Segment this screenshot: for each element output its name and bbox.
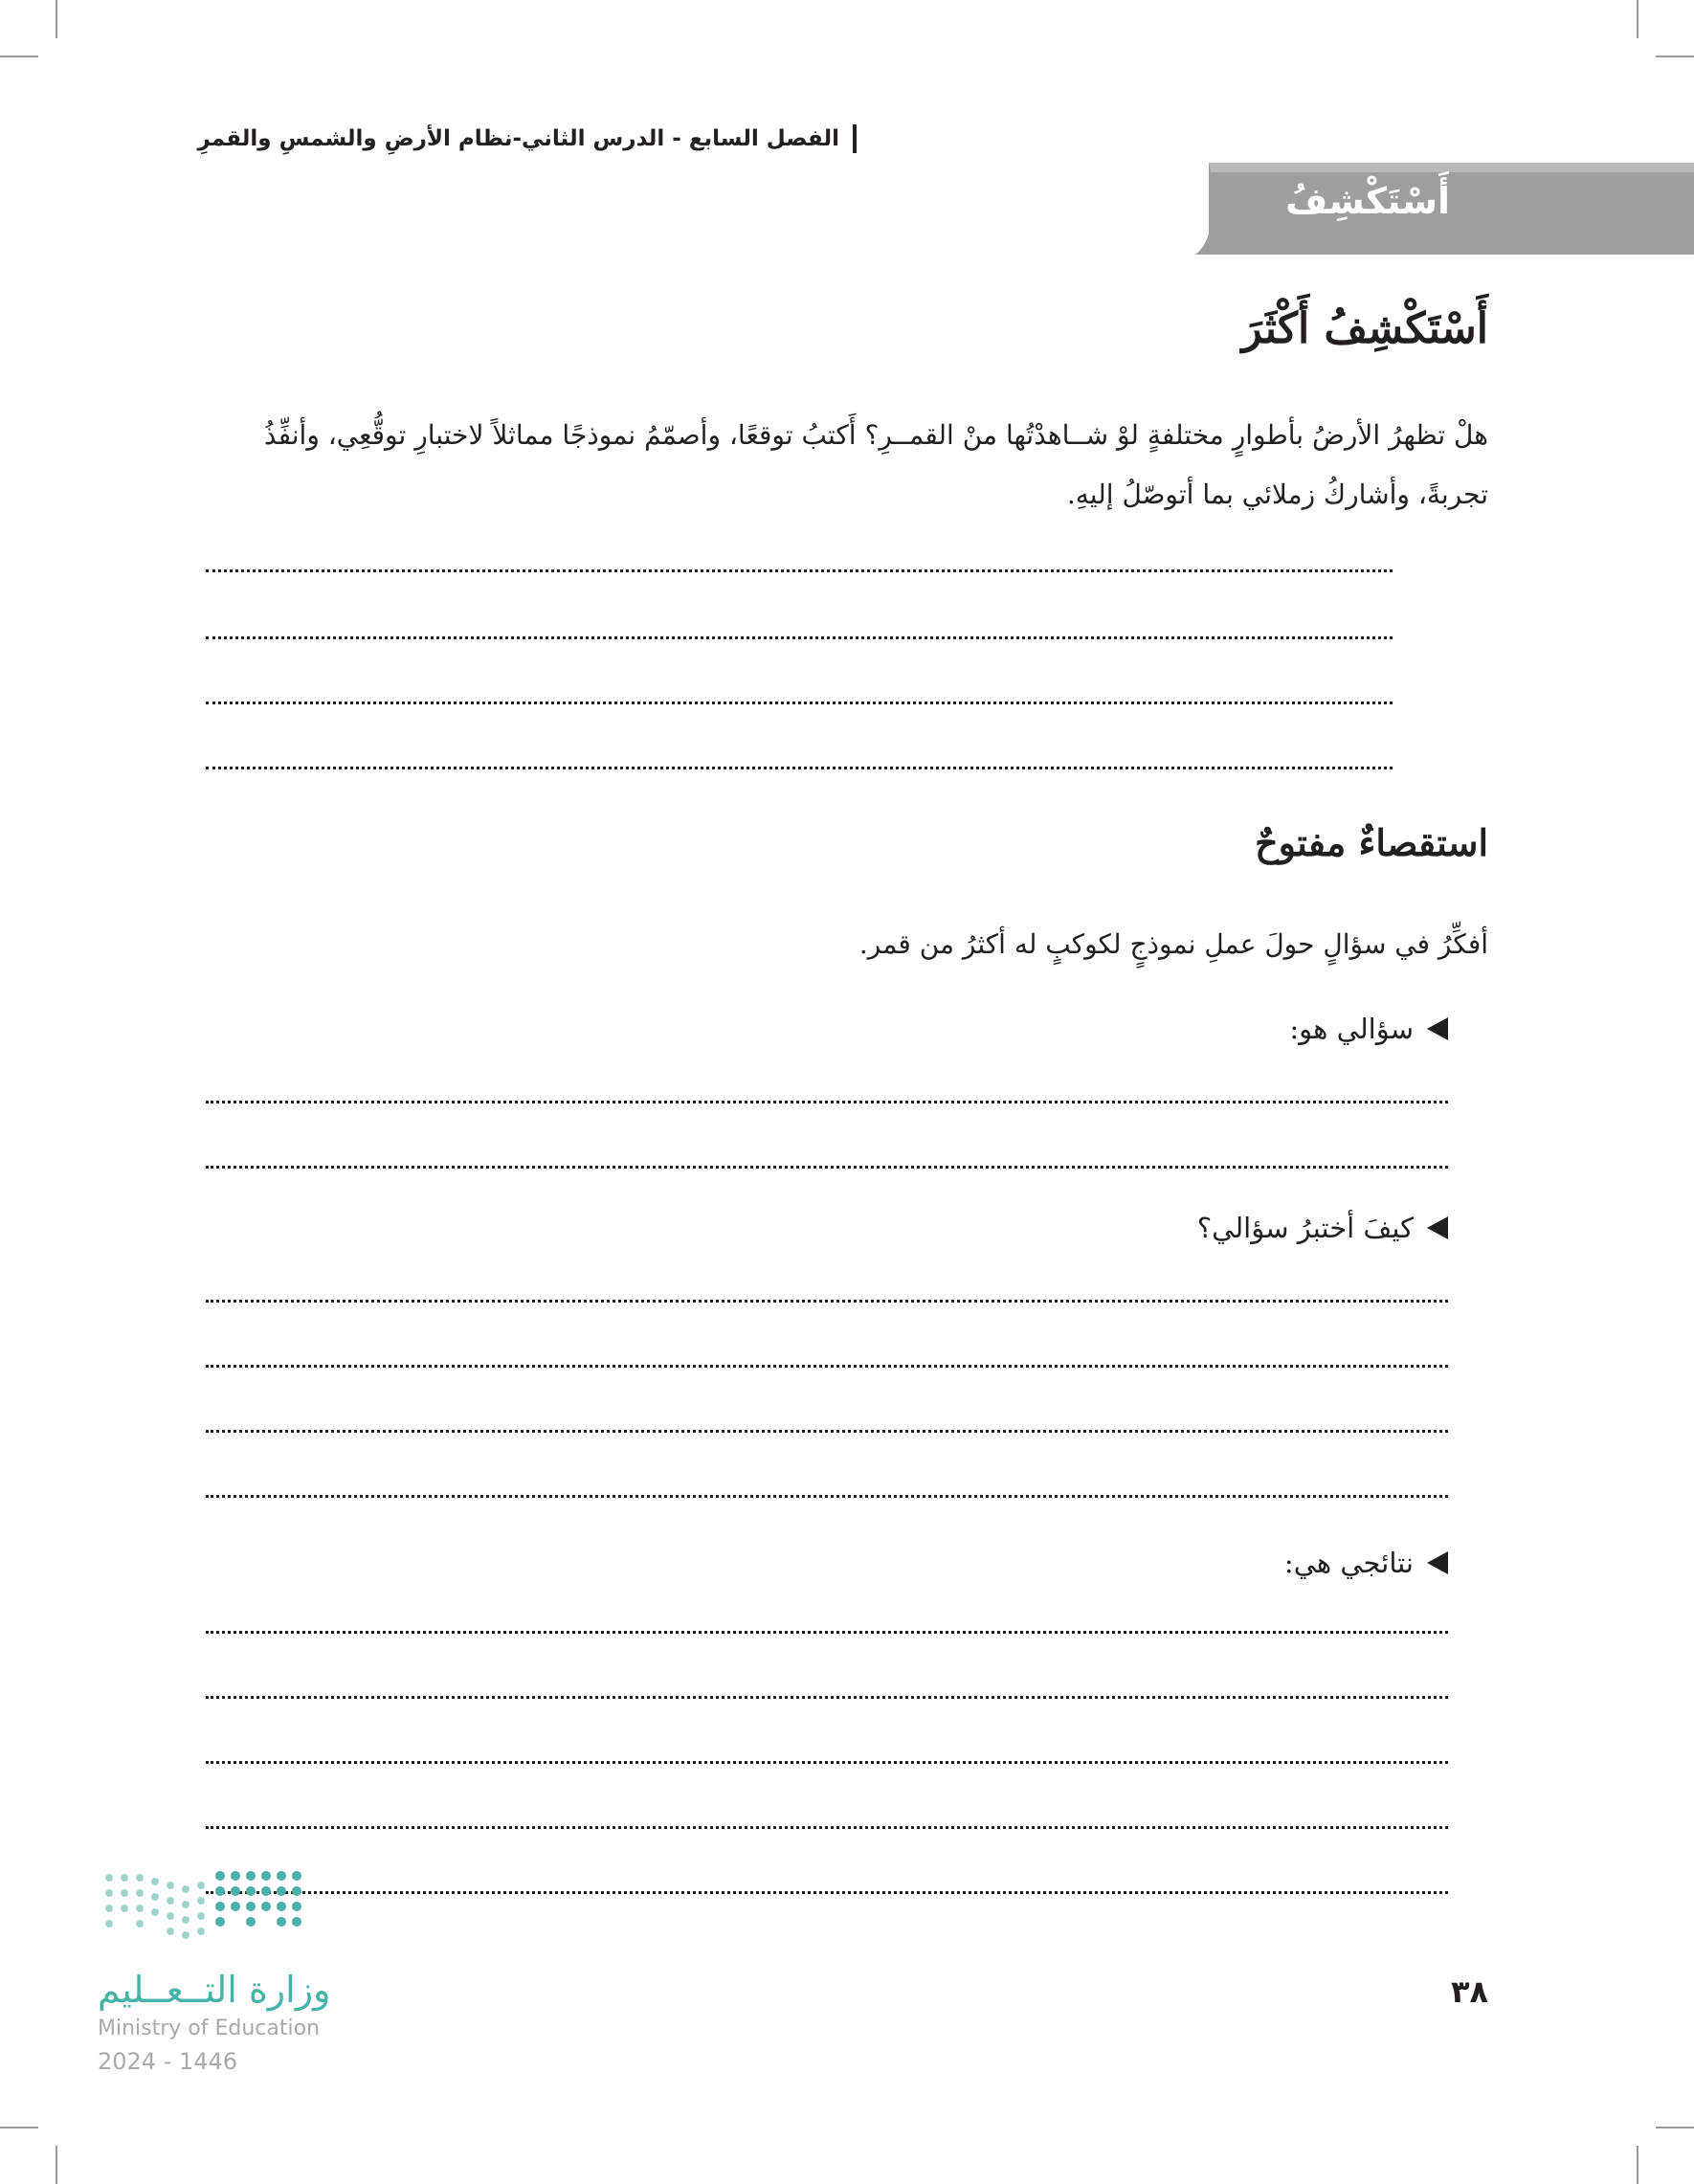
answer-line (206, 1495, 1448, 1498)
answer-line (206, 1166, 1448, 1169)
crop-mark (1637, 2146, 1638, 2184)
triangle-bullet-icon (1427, 1017, 1448, 1040)
explore-tab-label: أَسْتَكْشِفُ (1285, 180, 1450, 222)
answer-line (206, 702, 1393, 704)
triangle-bullet-icon (1427, 1216, 1448, 1239)
crop-mark (56, 0, 57, 38)
answer-line (206, 767, 1393, 769)
explore-tab (1192, 159, 1694, 258)
open-inquiry-intro: أفكِّرُ في سؤالٍ حولَ عملِ نموذجٍ لكوكبٍ له أكثرُ من قمر. (858, 928, 1488, 960)
prompt-question (1289, 1013, 1448, 1045)
crop-mark (1637, 0, 1638, 38)
answer-line (206, 1696, 1448, 1699)
answer-line (206, 1761, 1448, 1764)
ministry-dots-logo (98, 1868, 356, 1964)
answer-line (206, 1631, 1448, 1634)
ministry-arabic-name: وزارة التــعــليم (98, 1969, 331, 2011)
prompt-question-label: سؤالي هو: (1289, 1013, 1414, 1045)
ministry-watermark (98, 1868, 356, 2088)
answer-line (206, 569, 1393, 572)
open-inquiry-title: استقصاءٌ مفتوحٌ (1255, 821, 1488, 864)
answer-line (206, 1365, 1448, 1368)
explore-more-paragraph: هلْ تظهرُ الأرضُ بأطوارٍ مختلفةٍ لوْ شــاهدْتُها منْ القمــرِ؟ أَكتبُ توقعًا، وأصمّمُ نموذجًا مماثلاً لاختبارِ توقُّعِي، وأنفِّذُ تجربةً، وأشاركُ زملائي بما أتوصّلُ إليهِ. (263, 419, 1488, 510)
prompt-test-label: كيفَ أختبرُ سؤالي؟ (1196, 1212, 1414, 1244)
chapter-header: الفصل السابع - الدرس الثاني-نظام الأرضِ والشمسِ والقمرِ (197, 124, 857, 153)
crop-mark (1656, 56, 1694, 57)
crop-mark (0, 56, 38, 57)
answer-line (206, 1430, 1448, 1433)
ministry-year: 2024 - 1446 (98, 2048, 238, 2075)
prompt-results (1284, 1547, 1448, 1579)
page-number: ٣٨ (1450, 1973, 1488, 2010)
answer-line (206, 1101, 1448, 1103)
ministry-english-name: Ministry of Education (98, 2017, 321, 2040)
answer-line (206, 1300, 1448, 1303)
answer-line (206, 1891, 1448, 1894)
triangle-bullet-icon (1427, 1551, 1448, 1574)
answer-line (206, 636, 1393, 639)
explore-more-title: أَسْتَكْشِفُ أَكْثَرَ (1241, 304, 1488, 353)
answer-line (206, 1826, 1448, 1829)
crop-mark (0, 2127, 38, 2128)
prompt-test (1197, 1212, 1448, 1244)
crop-mark (56, 2146, 57, 2184)
prompt-results-label: نتائجي هي: (1283, 1547, 1414, 1579)
crop-mark (1656, 2127, 1694, 2128)
